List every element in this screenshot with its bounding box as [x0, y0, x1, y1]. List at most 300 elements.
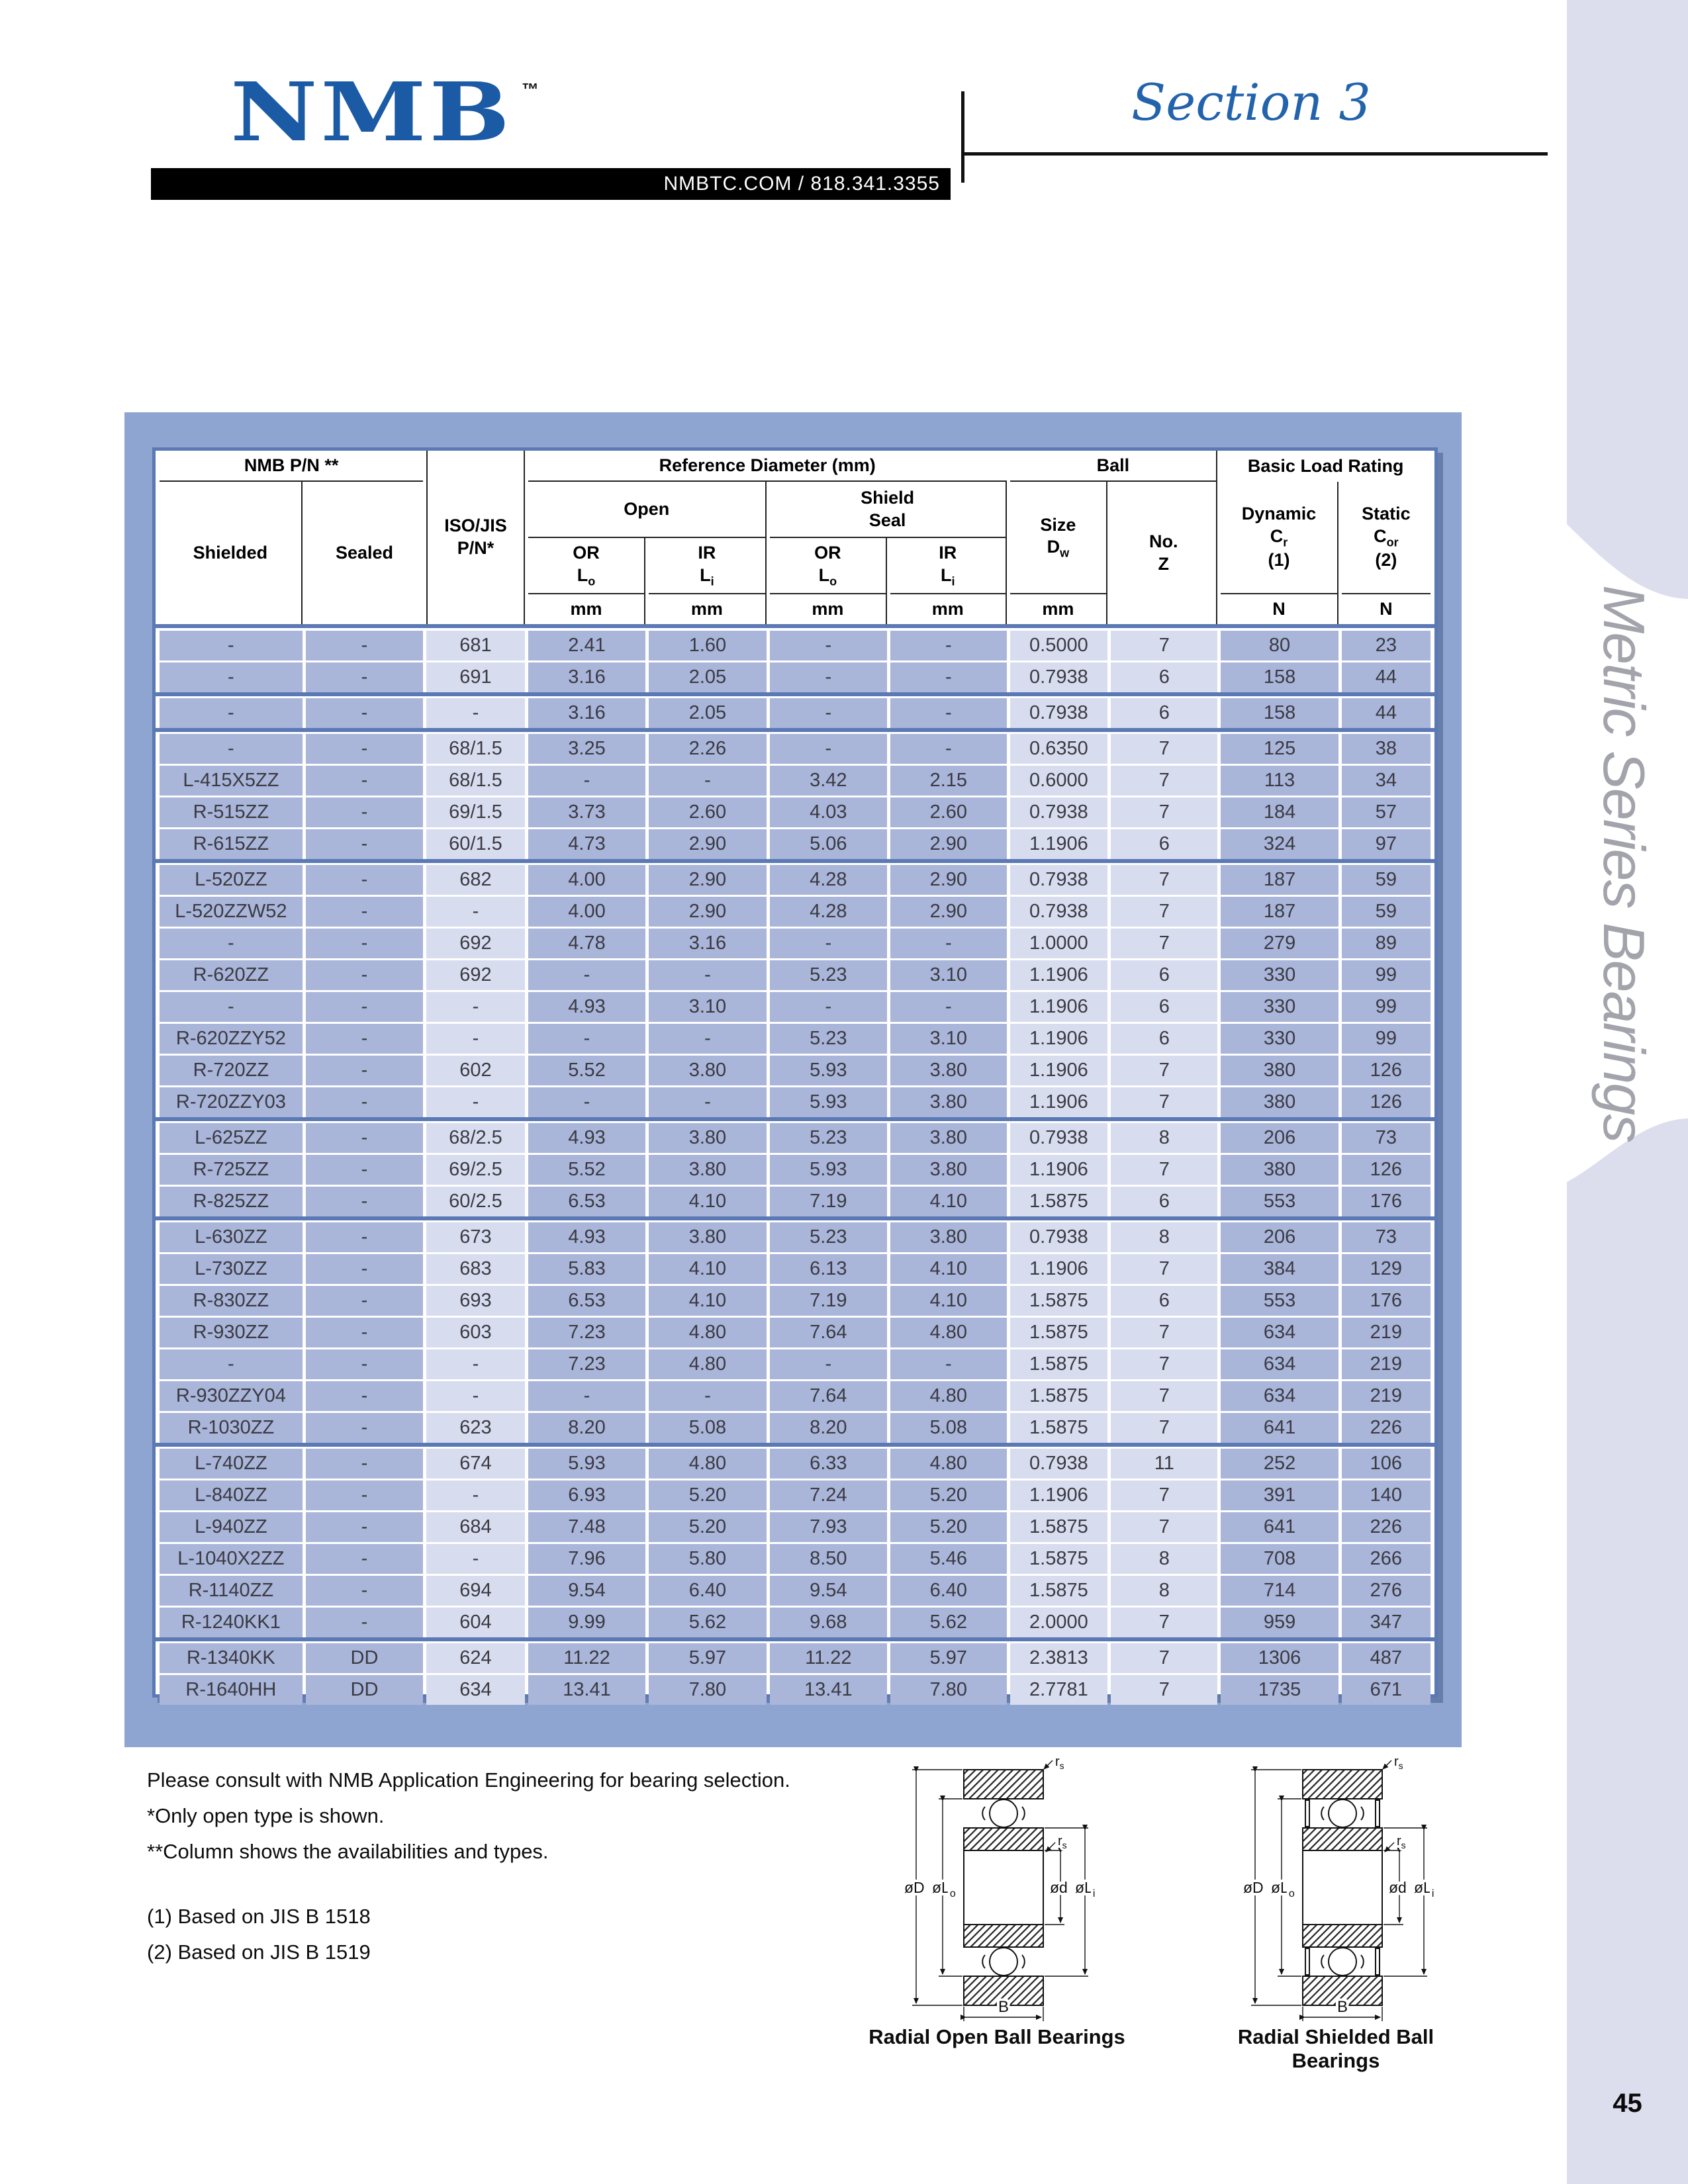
- table-row: [160, 1024, 1430, 1054]
- table-cell: 7.64: [770, 1318, 887, 1347]
- table-cell: 674: [426, 1449, 525, 1479]
- header-static-word: Static: [1362, 503, 1411, 523]
- table-cell: 60/1.5: [426, 829, 525, 859]
- label-rs-top: $r_s$: [1055, 1755, 1064, 1771]
- table-cell: 7.24: [770, 1480, 887, 1510]
- table-row: [160, 734, 1430, 764]
- label-odi: ød: [1050, 1879, 1068, 1896]
- label-olo: $øL_o$: [932, 1879, 956, 1899]
- rs-leader-top: [1383, 1760, 1391, 1769]
- header-basic-load-rating: Basic Load Rating: [1247, 455, 1404, 476]
- table-cell: 126: [1342, 1155, 1430, 1185]
- table-cell: -: [649, 766, 766, 796]
- table-cell: 692: [426, 960, 525, 990]
- header-or-word2: OR: [814, 543, 841, 563]
- table-cell: 380: [1221, 1087, 1338, 1117]
- table-cell: 60/2.5: [426, 1187, 525, 1216]
- header-li-symbol2: L: [941, 565, 952, 585]
- table-row: [160, 865, 1430, 895]
- table-cell: 0.7938: [1010, 1222, 1108, 1252]
- table-cell: -: [426, 1381, 525, 1411]
- table-cell: 4.00: [528, 897, 645, 927]
- table-cell: DD: [306, 1643, 423, 1673]
- table-cell: -: [770, 698, 887, 728]
- table-cell: -: [890, 631, 1006, 660]
- table-cell: 1.1906: [1010, 1254, 1108, 1284]
- table-cell: 140: [1342, 1480, 1430, 1510]
- table-cell: 266: [1342, 1544, 1430, 1574]
- table-cell: 623: [426, 1413, 525, 1443]
- table-cell: 7.80: [649, 1675, 766, 1705]
- page-number: 45: [1613, 2089, 1642, 2118]
- table-cell: 1.5875: [1010, 1318, 1108, 1347]
- table-cell: 6.53: [528, 1286, 645, 1316]
- group-separator: [156, 1637, 1434, 1641]
- table-cell: 0.5000: [1010, 631, 1108, 660]
- label-odi: ød: [1389, 1879, 1407, 1896]
- table-cell: 97: [1342, 829, 1430, 859]
- header-size-word: Size: [1040, 514, 1076, 535]
- table-cell: -: [890, 734, 1006, 764]
- group-separator: [156, 1117, 1434, 1121]
- table-cell: 2.05: [649, 662, 766, 692]
- ball-bottom: [1329, 1948, 1356, 1976]
- table-cell: 330: [1221, 960, 1338, 990]
- table-cell: 73: [1342, 1222, 1430, 1252]
- table-cell: 2.60: [890, 797, 1006, 827]
- inner-ring-top: [964, 1828, 1043, 1850]
- table-cell: 1.1906: [1010, 1056, 1108, 1085]
- table-cell: 682: [426, 865, 525, 895]
- table-cell: 6: [1111, 992, 1217, 1022]
- table-cell: 5.62: [649, 1608, 766, 1637]
- table-cell: 176: [1342, 1187, 1430, 1216]
- table-cell: 5.83: [528, 1254, 645, 1284]
- table-cell: 4.80: [890, 1318, 1006, 1347]
- table-cell: 2.90: [890, 897, 1006, 927]
- table-cell: -: [306, 1318, 423, 1347]
- note-jis-1519: (2) Based on JIS B 1519: [147, 1940, 371, 1964]
- table-cell: 3.73: [528, 797, 645, 827]
- table-cell: 57: [1342, 797, 1430, 827]
- table-cell: 5.23: [770, 1123, 887, 1153]
- table-cell: 276: [1342, 1576, 1430, 1606]
- table-cell: 8.50: [770, 1544, 887, 1574]
- table-cell: 641: [1221, 1512, 1338, 1542]
- table-cell: 4.10: [890, 1286, 1006, 1316]
- header-lo-sub: o: [588, 574, 596, 588]
- table-cell: 4.10: [649, 1254, 766, 1284]
- table-cell: 2.41: [528, 631, 645, 660]
- table-cell: -: [306, 662, 423, 692]
- header-lo-symbol: L: [577, 565, 588, 585]
- table-cell: 6: [1111, 1187, 1217, 1216]
- table-cell: 7.23: [528, 1318, 645, 1347]
- table-cell: 126: [1342, 1087, 1430, 1117]
- bearing-table: [152, 447, 1438, 1698]
- table-cell: -: [306, 1254, 423, 1284]
- header-iso-line1: ISO/JIS: [444, 516, 507, 536]
- table-cell: 8.20: [770, 1413, 887, 1443]
- table-cell: -: [770, 734, 887, 764]
- table-cell: 604: [426, 1608, 525, 1637]
- table-cell: -: [306, 1155, 423, 1185]
- table-cell: 13.41: [528, 1675, 645, 1705]
- table-cell: -: [160, 698, 303, 728]
- table-cell: 4.80: [890, 1381, 1006, 1411]
- table-cell: -: [306, 865, 423, 895]
- header-li-sub2: i: [951, 574, 955, 588]
- table-row: [160, 797, 1430, 827]
- bore: [964, 1850, 1043, 1925]
- table-cell: R-1030ZZ: [160, 1413, 303, 1443]
- table-cell: 8.20: [528, 1413, 645, 1443]
- table-row: [160, 829, 1430, 859]
- table-cell: -: [160, 1349, 303, 1379]
- table-cell: 5.62: [890, 1608, 1006, 1637]
- table-cell: 5.93: [528, 1449, 645, 1479]
- table-cell: -: [426, 698, 525, 728]
- ball-bottom: [990, 1948, 1017, 1976]
- table-cell: 13.41: [770, 1675, 887, 1705]
- header-shield-seal: [770, 482, 1007, 538]
- table-cell: -: [426, 1544, 525, 1574]
- table-cell: -: [528, 1087, 645, 1117]
- unit-mm: mm: [528, 594, 645, 624]
- table-cell: 7: [1111, 1087, 1217, 1117]
- table-cell: -: [770, 992, 887, 1022]
- table-row: [160, 1480, 1430, 1510]
- table-cell: -: [306, 1024, 423, 1054]
- header-static-rating: [1342, 482, 1430, 594]
- table-cell: 684: [426, 1512, 525, 1542]
- table-cell: 89: [1342, 929, 1430, 958]
- table-cell: 2.90: [649, 829, 766, 859]
- table-cell: 23: [1342, 631, 1430, 660]
- table-cell: 1.1906: [1010, 1155, 1108, 1185]
- header-ball-number: [1111, 482, 1217, 624]
- table-cell: 3.80: [649, 1155, 766, 1185]
- table-row: [160, 631, 1430, 660]
- header-iso-jis: [426, 451, 525, 624]
- table-cell: -: [160, 631, 303, 660]
- radial-open-bearing-diagram: [884, 1755, 1109, 2025]
- table-cell: 5.52: [528, 1155, 645, 1185]
- table-row: [160, 992, 1430, 1022]
- table-cell: 2.90: [890, 865, 1006, 895]
- table-cell: -: [306, 797, 423, 827]
- table-row: [160, 1449, 1430, 1479]
- table-cell: 69/2.5: [426, 1155, 525, 1185]
- table-cell: 68/2.5: [426, 1123, 525, 1153]
- label-rs-mid: $r_s$: [1397, 1834, 1406, 1850]
- table-cell: L-940ZZ: [160, 1512, 303, 1542]
- table-cell: 2.7781: [1010, 1675, 1108, 1705]
- table-cell: 7.64: [770, 1381, 887, 1411]
- section-divider-vertical: [961, 91, 964, 183]
- table-cell: 347: [1342, 1608, 1430, 1637]
- table-cell: -: [306, 766, 423, 796]
- table-cell: 8: [1111, 1222, 1217, 1252]
- table-cell: 5.08: [649, 1413, 766, 1443]
- table-cell: R-830ZZ: [160, 1286, 303, 1316]
- table-cell: R-1340KK: [160, 1643, 303, 1673]
- table-cell: -: [649, 1087, 766, 1117]
- table-cell: 1306: [1221, 1643, 1338, 1673]
- table-cell: 11: [1111, 1449, 1217, 1479]
- table-cell: 714: [1221, 1576, 1338, 1606]
- table-cell: 44: [1342, 698, 1430, 728]
- table-cell: L-415X5ZZ: [160, 766, 303, 796]
- table-cell: 3.16: [528, 698, 645, 728]
- table-cell: 7.80: [890, 1675, 1006, 1705]
- note-open-type: *Only open type is shown.: [147, 1804, 385, 1827]
- table-cell: R-720ZZ: [160, 1056, 303, 1085]
- header-dynamic-note: (1): [1268, 550, 1290, 570]
- table-cell: 9.99: [528, 1608, 645, 1637]
- table-cell: 3.10: [890, 960, 1006, 990]
- table-cell: 68/1.5: [426, 766, 525, 796]
- inner-ring-bottom: [1303, 1925, 1382, 1947]
- section-title: Section 3: [1131, 73, 1371, 132]
- table-cell: 187: [1221, 897, 1338, 927]
- table-cell: 5.97: [890, 1643, 1006, 1673]
- table-cell: 0.7938: [1010, 698, 1108, 728]
- table-cell: 4.78: [528, 929, 645, 958]
- table-cell: R-720ZZY03: [160, 1087, 303, 1117]
- group-separator: [156, 1443, 1434, 1447]
- table-row: [160, 766, 1430, 796]
- table-cell: -: [306, 1413, 423, 1443]
- table-cell: 226: [1342, 1512, 1430, 1542]
- table-cell: -: [306, 1544, 423, 1574]
- table-cell: 8: [1111, 1544, 1217, 1574]
- table-cell: 1.1906: [1010, 960, 1108, 990]
- table-cell: -: [160, 929, 303, 958]
- table-cell: 158: [1221, 662, 1338, 692]
- table-cell: 68/1.5: [426, 734, 525, 764]
- left-diagram-caption: Radial Open Ball Bearings: [868, 2025, 1125, 2048]
- table-cell: 7: [1111, 929, 1217, 958]
- table-cell: 73: [1342, 1123, 1430, 1153]
- table-cell: 7: [1111, 1675, 1217, 1705]
- table-cell: -: [306, 1123, 423, 1153]
- table-cell: 3.16: [528, 662, 645, 692]
- table-cell: 2.0000: [1010, 1608, 1108, 1637]
- table-cell: 641: [1221, 1413, 1338, 1443]
- table-cell: 3.80: [890, 1222, 1006, 1252]
- table-row: [160, 1123, 1430, 1153]
- header-open-ir: [649, 538, 766, 594]
- table-cell: 8: [1111, 1123, 1217, 1153]
- table-cell: 3.80: [890, 1056, 1006, 1085]
- table-header: [160, 451, 1430, 624]
- table-cell: R-620ZZY52: [160, 1024, 303, 1054]
- label-b: B: [998, 1998, 1009, 2016]
- table-cell: 330: [1221, 1024, 1338, 1054]
- table-cell: 7: [1111, 1318, 1217, 1347]
- table-cell: R-1240KK1: [160, 1608, 303, 1637]
- table-cell: 59: [1342, 897, 1430, 927]
- table-row: [160, 1643, 1430, 1673]
- table-cell: 0.6000: [1010, 766, 1108, 796]
- table-cell: 80: [1221, 631, 1338, 660]
- table-cell: 38: [1342, 734, 1430, 764]
- header-shield-seal-line2: Seal: [868, 510, 906, 530]
- table-cell: -: [306, 698, 423, 728]
- header-open: Open: [528, 482, 767, 538]
- table-cell: 1.1906: [1010, 829, 1108, 859]
- table-cell: 3.80: [649, 1056, 766, 1085]
- table-cell: 219: [1342, 1318, 1430, 1347]
- table-cell: 2.90: [890, 829, 1006, 859]
- note-jis-1518: (1) Based on JIS B 1518: [147, 1905, 371, 1928]
- table-cell: 4.03: [770, 797, 887, 827]
- table-cell: 1.1906: [1010, 992, 1108, 1022]
- table-cell: 1.5875: [1010, 1381, 1108, 1411]
- table-cell: -: [160, 662, 303, 692]
- table-cell: 5.23: [770, 1024, 887, 1054]
- label-olo: $øL_o$: [1271, 1879, 1295, 1899]
- table-cell: 3.80: [649, 1123, 766, 1153]
- table-row: [160, 897, 1430, 927]
- trademark-symbol: ™: [522, 79, 539, 99]
- table-cell: 0.7938: [1010, 865, 1108, 895]
- table-cell: 184: [1221, 797, 1338, 827]
- table-cell: 2.90: [649, 865, 766, 895]
- table-cell: 158: [1221, 698, 1338, 728]
- table-cell: 7: [1111, 1608, 1217, 1637]
- table-cell: 671: [1342, 1675, 1430, 1705]
- table-cell: 1.5875: [1010, 1286, 1108, 1316]
- table-cell: -: [306, 960, 423, 990]
- table-cell: -: [426, 1480, 525, 1510]
- table-cell: 4.10: [649, 1187, 766, 1216]
- label-rs-top: $r_s$: [1394, 1755, 1403, 1771]
- table-cell: -: [890, 1349, 1006, 1379]
- table-cell: L-520ZZW52: [160, 897, 303, 927]
- header-shield-or: [770, 538, 887, 594]
- table-row: [160, 1381, 1430, 1411]
- table-row: [160, 960, 1430, 990]
- table-cell: 7: [1111, 1056, 1217, 1085]
- shield-bottom-right: [1376, 1948, 1380, 1975]
- table-cell: 206: [1221, 1222, 1338, 1252]
- note-column: **Column shows the availabilities and types.: [147, 1840, 549, 1863]
- table-cell: -: [528, 1381, 645, 1411]
- table-cell: 4.00: [528, 865, 645, 895]
- table-cell: 9.54: [770, 1576, 887, 1606]
- table-row: [160, 1187, 1430, 1216]
- table-cell: 4.93: [528, 1123, 645, 1153]
- table-cell: 487: [1342, 1643, 1430, 1673]
- table-cell: 2.26: [649, 734, 766, 764]
- table-cell: 5.20: [890, 1512, 1006, 1542]
- table-cell: R-930ZZ: [160, 1318, 303, 1347]
- header-no-word: No.: [1149, 531, 1178, 551]
- table-cell: -: [426, 897, 525, 927]
- table-body: [160, 631, 1430, 1705]
- table-cell: 553: [1221, 1286, 1338, 1316]
- table-cell: -: [426, 1087, 525, 1117]
- table-cell: 2.05: [649, 698, 766, 728]
- table-cell: -: [306, 1056, 423, 1085]
- table-cell: L-625ZZ: [160, 1123, 303, 1153]
- table-cell: 603: [426, 1318, 525, 1347]
- table-row: [160, 1318, 1430, 1347]
- table-cell: L-520ZZ: [160, 865, 303, 895]
- table-cell: -: [306, 631, 423, 660]
- table-cell: DD: [306, 1675, 423, 1705]
- table-cell: 324: [1221, 829, 1338, 859]
- header-z-symbol: Z: [1158, 553, 1170, 574]
- table-cell: 113: [1221, 766, 1338, 796]
- unit-mm: mm: [890, 594, 1006, 624]
- table-cell: 634: [1221, 1318, 1338, 1347]
- table-row: [160, 1056, 1430, 1085]
- table-cell: 5.20: [649, 1480, 766, 1510]
- table-row: [160, 1413, 1430, 1443]
- table-cell: L-740ZZ: [160, 1449, 303, 1479]
- header-nmb-pn: NMB P/N **: [160, 451, 423, 482]
- header-ball-size: [1010, 482, 1108, 594]
- header-reference-diameter: Reference Diameter (mm): [528, 451, 1007, 482]
- table-cell: R-1640HH: [160, 1675, 303, 1705]
- table-cell: 7: [1111, 1381, 1217, 1411]
- table-cell: 634: [1221, 1381, 1338, 1411]
- table-cell: 126: [1342, 1056, 1430, 1085]
- header-shielded: Shielded: [160, 482, 303, 624]
- table-cell: 7: [1111, 1643, 1217, 1673]
- table-cell: -: [306, 1512, 423, 1542]
- band-top-shape: [1567, 0, 1688, 599]
- table-cell: 1.5875: [1010, 1413, 1108, 1443]
- table-cell: -: [306, 1349, 423, 1379]
- table-cell: 391: [1221, 1480, 1338, 1510]
- table-cell: 1.5875: [1010, 1349, 1108, 1379]
- table-cell: 7: [1111, 1512, 1217, 1542]
- table-cell: 7: [1111, 797, 1217, 827]
- table-cell: 7: [1111, 734, 1217, 764]
- table-cell: 206: [1221, 1123, 1338, 1153]
- header-size-sub: w: [1060, 546, 1070, 560]
- table-cell: 1.1906: [1010, 1087, 1108, 1117]
- table-cell: 5.52: [528, 1056, 645, 1085]
- table-cell: -: [890, 929, 1006, 958]
- unit-mm: mm: [649, 594, 766, 624]
- group-separator: [156, 1216, 1434, 1220]
- table-cell: 1.1906: [1010, 1024, 1108, 1054]
- table-row: [160, 1608, 1430, 1637]
- header-open-or: [528, 538, 645, 594]
- table-cell: 708: [1221, 1544, 1338, 1574]
- table-cell: -: [160, 734, 303, 764]
- table-cell: 6.40: [649, 1576, 766, 1606]
- table-cell: -: [649, 1381, 766, 1411]
- table-cell: -: [306, 1087, 423, 1117]
- header-ball: Ball: [1010, 451, 1218, 482]
- table-cell: 3.25: [528, 734, 645, 764]
- table-cell: 3.80: [890, 1123, 1006, 1153]
- table-row: [160, 1544, 1430, 1574]
- table-row: [160, 1222, 1430, 1252]
- table-cell: 681: [426, 631, 525, 660]
- table-cell: -: [770, 631, 887, 660]
- table-cell: -: [426, 1024, 525, 1054]
- table-cell: 1.5875: [1010, 1187, 1108, 1216]
- table-cell: 1.5875: [1010, 1544, 1108, 1574]
- table-cell: 7.19: [770, 1187, 887, 1216]
